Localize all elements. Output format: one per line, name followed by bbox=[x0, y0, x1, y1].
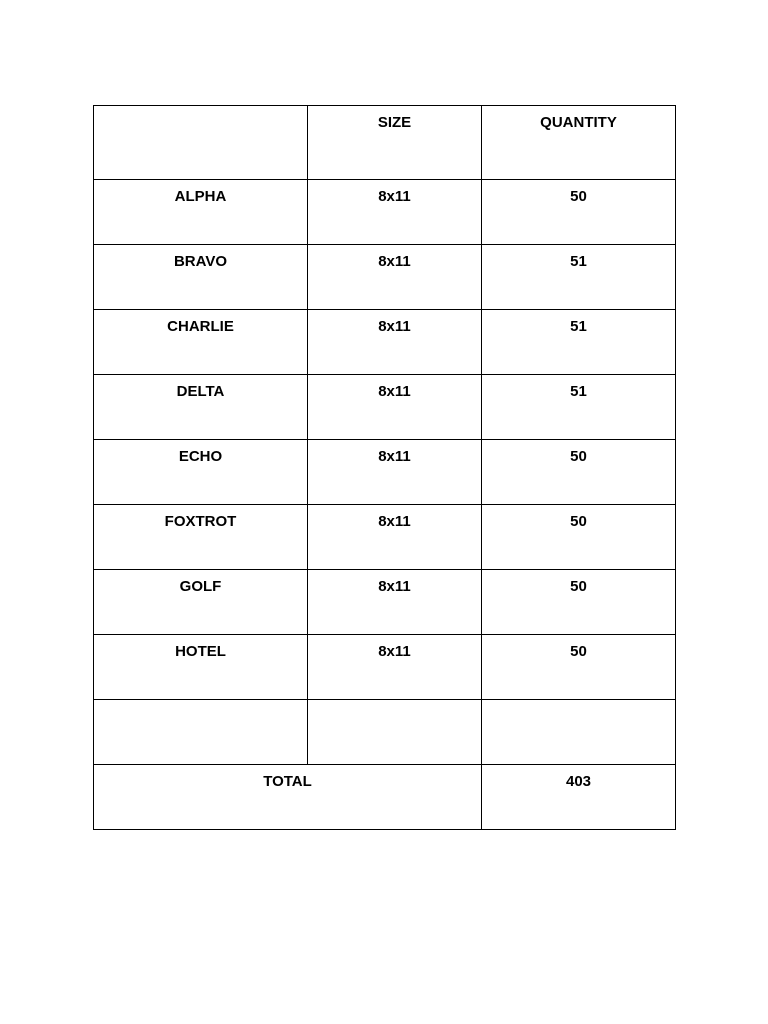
row-name: ALPHA bbox=[94, 180, 308, 245]
row-quantity: 50 bbox=[482, 505, 676, 570]
row-size: 8x11 bbox=[308, 310, 482, 375]
row-size: 8x11 bbox=[308, 635, 482, 700]
row-size: 8x11 bbox=[308, 440, 482, 505]
table-row bbox=[94, 635, 676, 700]
row-quantity: 51 bbox=[482, 245, 676, 310]
row-size bbox=[308, 700, 482, 765]
table-row bbox=[94, 570, 676, 635]
header-quantity: QUANTITY bbox=[482, 106, 676, 180]
row-quantity: 50 bbox=[482, 180, 676, 245]
table-row bbox=[94, 310, 676, 375]
table-row bbox=[94, 505, 676, 570]
row-name: CHARLIE bbox=[94, 310, 308, 375]
row-size: 8x11 bbox=[308, 180, 482, 245]
row-name: GOLF bbox=[94, 570, 308, 635]
table-row bbox=[94, 375, 676, 440]
row-name bbox=[94, 700, 308, 765]
empty-row bbox=[94, 700, 676, 765]
row-quantity: 50 bbox=[482, 440, 676, 505]
row-size: 8x11 bbox=[308, 570, 482, 635]
table-row bbox=[94, 440, 676, 505]
row-size: 8x11 bbox=[308, 375, 482, 440]
row-name: FOXTROT bbox=[94, 505, 308, 570]
table-row bbox=[94, 180, 676, 245]
row-size: 8x11 bbox=[308, 505, 482, 570]
row-quantity: 50 bbox=[482, 570, 676, 635]
row-name: HOTEL bbox=[94, 635, 308, 700]
header-blank-cell bbox=[94, 106, 308, 180]
header-size: SIZE bbox=[308, 106, 482, 180]
row-quantity bbox=[482, 700, 676, 765]
row-quantity: 50 bbox=[482, 635, 676, 700]
table-row bbox=[94, 245, 676, 310]
row-name: BRAVO bbox=[94, 245, 308, 310]
row-name: ECHO bbox=[94, 440, 308, 505]
total-label: TOTAL bbox=[94, 765, 482, 830]
row-quantity: 51 bbox=[482, 310, 676, 375]
header-row bbox=[94, 106, 676, 180]
row-size: 8x11 bbox=[308, 245, 482, 310]
total-row bbox=[94, 765, 676, 830]
row-name: DELTA bbox=[94, 375, 308, 440]
quantity-table bbox=[93, 105, 676, 830]
total-value: 403 bbox=[482, 765, 676, 830]
row-quantity: 51 bbox=[482, 375, 676, 440]
